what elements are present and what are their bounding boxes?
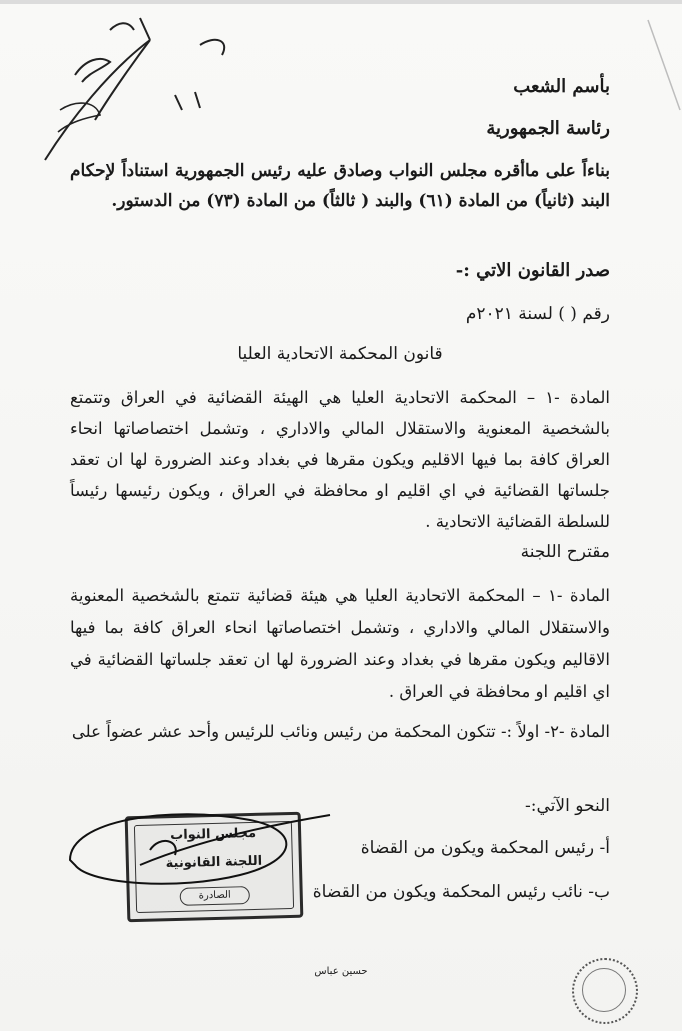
footer-signatory-name: حسين عباس — [314, 966, 368, 977]
parliament-legal-committee-stamp — [125, 812, 304, 923]
handwritten-note-stroke — [45, 40, 150, 160]
scan-edge — [0, 0, 682, 4]
stamp-line-2: اللجنة القانونية — [165, 853, 263, 872]
article-1-original: المادة -١ – المحكمة الاتحادية العليا هي الهيئة القضائية في العراق وتتمتع بالشخصية المعنوية والاستقلال المالي والاداري ، وتشمل اختصاصاتها انحاء العراق كافة بما فيها الاقليم ويكون مقرها في بغداد وعند الضرورة لها ان تعقد جلساتها القضائية في اي اقليم او محافظة في العراق ، ويكون رئيسها رئيساً للسلطة القضائية الاتحادية . — [70, 388, 610, 531]
law-number-line: رقم ( ) لسنة ٢٠٢١م — [465, 304, 610, 324]
heading-presidency: رئاسة الجمهورية — [486, 118, 610, 139]
issued-law-line: صدر القانون الاتي :- — [455, 260, 610, 281]
handwritten-note-stroke — [110, 18, 150, 40]
handwritten-note-stroke — [58, 103, 100, 132]
page-crease — [648, 20, 680, 110]
article-2: المادة -٢- اولاً :- تتكون المحكمة من رئيس ونائب للرئيس وأحد عشر عضواً على — [71, 722, 610, 741]
stamp-line-1: مجلس النواب — [169, 825, 257, 844]
committee-proposal-heading: مقترح اللجنة — [520, 542, 610, 562]
preamble-paragraph: بناءاً على ماأقره مجلس النواب وصادق عليه رئيس الجمهورية استناداً لإحكام البند (ثانياً) من المادة (٦١) والبند ( ثالثاً) من المادة (٧٣) من الدستور. — [70, 161, 610, 211]
handwritten-note-stroke — [75, 59, 110, 82]
heading-in-name-of-people: بأسم الشعب — [513, 76, 610, 97]
list-item-b: ب- نائب رئيس المحكمة ويكون من القضاة — [312, 882, 610, 902]
article-1-proposal: المادة -١ – المحكمة الاتحادية العليا هي هيئة قضائية تتمتع بالشخصية المعنوية والاستقلال المالي والاداري ، وتشمل اختصاصاتها انحاء العراق كافة بما فيها الاقاليم ويكون مقرها في بغداد وعند الضرورة لها ان تعقد جلساتها القضائية في اي اقليم او محافظة في العراق . — [70, 586, 610, 701]
manner-line: النحو الآتي:- — [525, 796, 610, 816]
list-item-a: أ- رئيس المحكمة ويكون من القضاة — [360, 838, 610, 858]
law-title: قانون المحكمة الاتحادية العليا — [237, 344, 443, 364]
round-seal — [572, 958, 638, 1024]
stamp-line-3: الصادرة — [180, 886, 250, 906]
handwritten-note-stroke — [175, 40, 224, 110]
